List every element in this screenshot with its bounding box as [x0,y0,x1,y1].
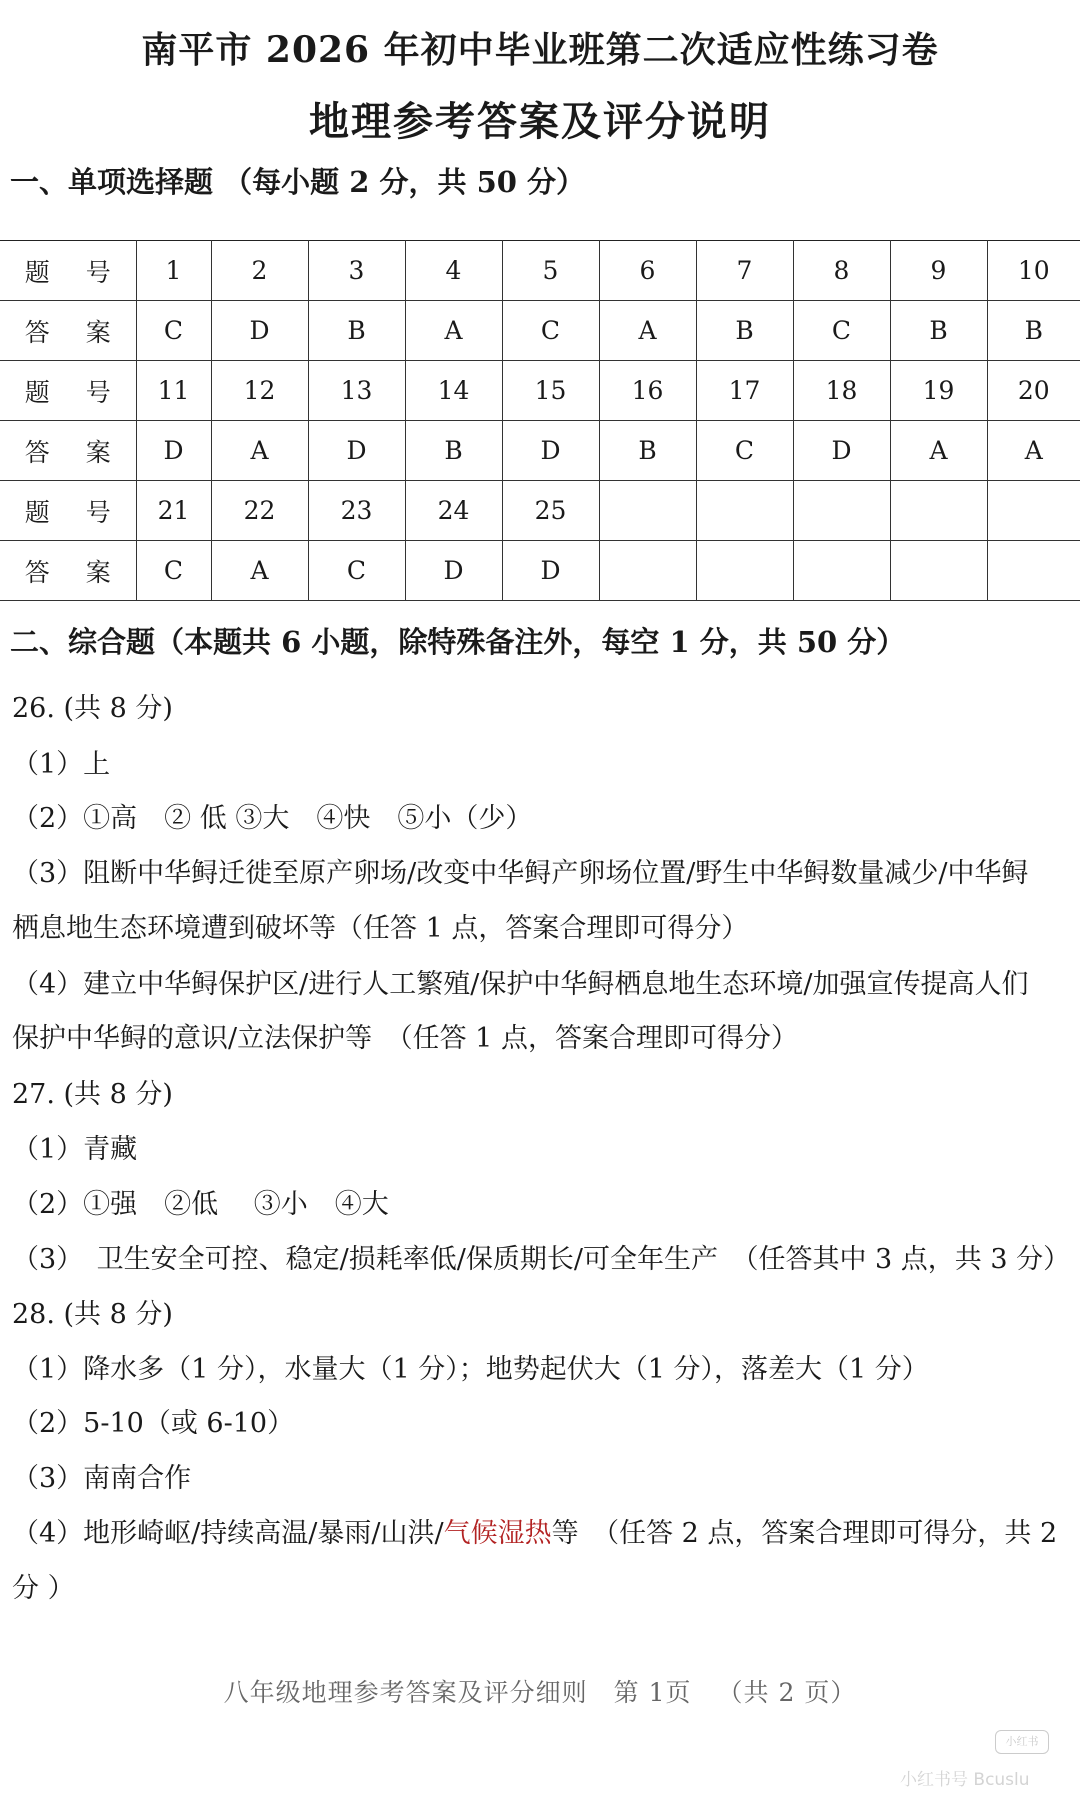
q27-1: （1）青藏 [12,1134,138,1165]
q28-2: （2）5-10（或 6-10） [12,1408,295,1439]
table-cell: 23 [308,481,405,541]
table-cell: C [502,301,599,361]
table-cell: 1 [136,241,211,301]
table-cell: 15 [502,361,599,421]
table-cell: 16 [599,361,696,421]
table-cell: 4 [405,241,502,301]
table-cell [890,481,987,541]
table-cell: 10 [987,241,1080,301]
table-cell: 9 [890,241,987,301]
question-number-row [0,481,1080,541]
table-cell: 5 [502,241,599,301]
q26-1: （1）上 [12,749,111,780]
q27-header: 27. (共 8 分) [12,1079,173,1110]
table-cell: 13 [308,361,405,421]
q28-4-cont: 分 ） [12,1573,75,1604]
table-cell: A [599,301,696,361]
answer-row [0,421,1080,481]
row-label-cell: 答 案 [0,421,136,481]
table-cell: D [308,421,405,481]
q28-1: （1）降水多（1 分），水量大（1 分）；地势起伏大（1 分），落差大（1 分） [12,1354,929,1385]
section1-heading: 一、单项选择题 （每小题 2 分，共 50 分） [10,165,586,199]
table-cell: A [211,541,308,601]
table-cell: 7 [696,241,793,301]
table-cell: 14 [405,361,502,421]
table-cell: D [136,421,211,481]
table-cell: C [793,301,890,361]
table-cell: C [136,301,211,361]
q28-4-text-end: 等 （任答 2 点，答案合理即可得分，共 2 [551,1518,1058,1549]
table-cell: B [599,421,696,481]
answer-table [0,240,1080,601]
table-cell: A [890,421,987,481]
table-cell: D [211,301,308,361]
footer-total: （共 2 页） [717,1678,857,1707]
table-cell: 8 [793,241,890,301]
document-subtitle: 地理参考答案及评分说明 [309,98,771,145]
table-cell: B [987,301,1080,361]
table-cell [793,541,890,601]
answer-row [0,301,1080,361]
q28-4-text: （4）地形崎岖/持续高温/暴雨/山洪/ [12,1518,444,1549]
table-cell: 22 [211,481,308,541]
table-cell [696,481,793,541]
table-cell: C [136,541,211,601]
table-cell [890,541,987,601]
watermark-badge: 小红书 [995,1730,1049,1754]
q28-3: （3）南南合作 [12,1463,192,1494]
table-cell: D [502,541,599,601]
table-cell: A [987,421,1080,481]
q28-header: 28. (共 8 分) [12,1299,173,1330]
table-cell [696,541,793,601]
table-cell: C [308,541,405,601]
watermark-text: 小红书号 Bcuslu [900,1770,1030,1790]
table-cell: 11 [136,361,211,421]
table-cell: 21 [136,481,211,541]
q27-2: （2）①强 ②低 ③小 ④大 [12,1189,389,1220]
table-cell: B [405,421,502,481]
table-cell [987,481,1080,541]
table-cell [793,481,890,541]
question-number-row [0,361,1080,421]
q27-3: （3） 卫生安全可控、稳定/损耗率低/保质期长/可全年生产 （任答其中 3 点，共 3 分） [12,1244,1071,1275]
table-cell: 25 [502,481,599,541]
table-cell: 24 [405,481,502,541]
table-cell: 6 [599,241,696,301]
table-cell: 3 [308,241,405,301]
question-number-row [0,241,1080,301]
table-cell: 17 [696,361,793,421]
table-cell [599,541,696,601]
table-cell: B [308,301,405,361]
table-cell [987,541,1080,601]
q28-4 [12,1511,1057,1550]
answer-row [0,541,1080,601]
row-label-cell: 题 号 [0,241,136,301]
q26-2: （2）①高 ② 低 ③大 ④快 ⑤小（少） [12,803,533,834]
table-cell: B [890,301,987,361]
table-cell: 18 [793,361,890,421]
row-label-cell: 题 号 [0,361,136,421]
q26-4-cont: 保护中华鲟的意识/立法保护等 （任答 1 点，答案合理即可得分） [12,1023,798,1054]
table-cell: D [405,541,502,601]
section2-heading: 二、综合题（本题共 6 小题，除特殊备注外，每空 1 分，共 50 分） [10,625,906,659]
table-cell: A [211,421,308,481]
row-label-cell: 答 案 [0,541,136,601]
table-cell: D [502,421,599,481]
page-footer [0,1673,1080,1709]
row-label-cell: 答 案 [0,301,136,361]
q28-4-highlight: 气候湿热 [443,1518,552,1549]
table-cell: A [405,301,502,361]
table-cell: 20 [987,361,1080,421]
row-label-cell: 题 号 [0,481,136,541]
q26-header: 26. (共 8 分) [12,693,173,724]
q26-4: （4）建立中华鲟保护区/进行人工繁殖/保护中华鲟栖息地生态环境/加强宣传提高人们 [12,969,1029,1000]
table-cell: 19 [890,361,987,421]
footer-page: 第 1页 [613,1678,692,1707]
document-title: 南平市 2026 年初中毕业班第二次适应性练习卷 [141,29,939,71]
table-cell: C [696,421,793,481]
q26-3-cont: 栖息地生态环境遭到破坏等（任答 1 点，答案合理即可得分） [12,913,749,944]
table-cell: D [793,421,890,481]
q26-3: （3）阻断中华鲟迁徙至原产卵场/改变中华鲟产卵场位置/野生中华鲟数量减少/中华鲟 [12,858,1029,889]
table-cell [599,481,696,541]
table-cell: B [696,301,793,361]
table-cell: 12 [211,361,308,421]
table-cell: 2 [211,241,308,301]
footer-text: 八年级地理参考答案及评分细则 [223,1678,588,1707]
